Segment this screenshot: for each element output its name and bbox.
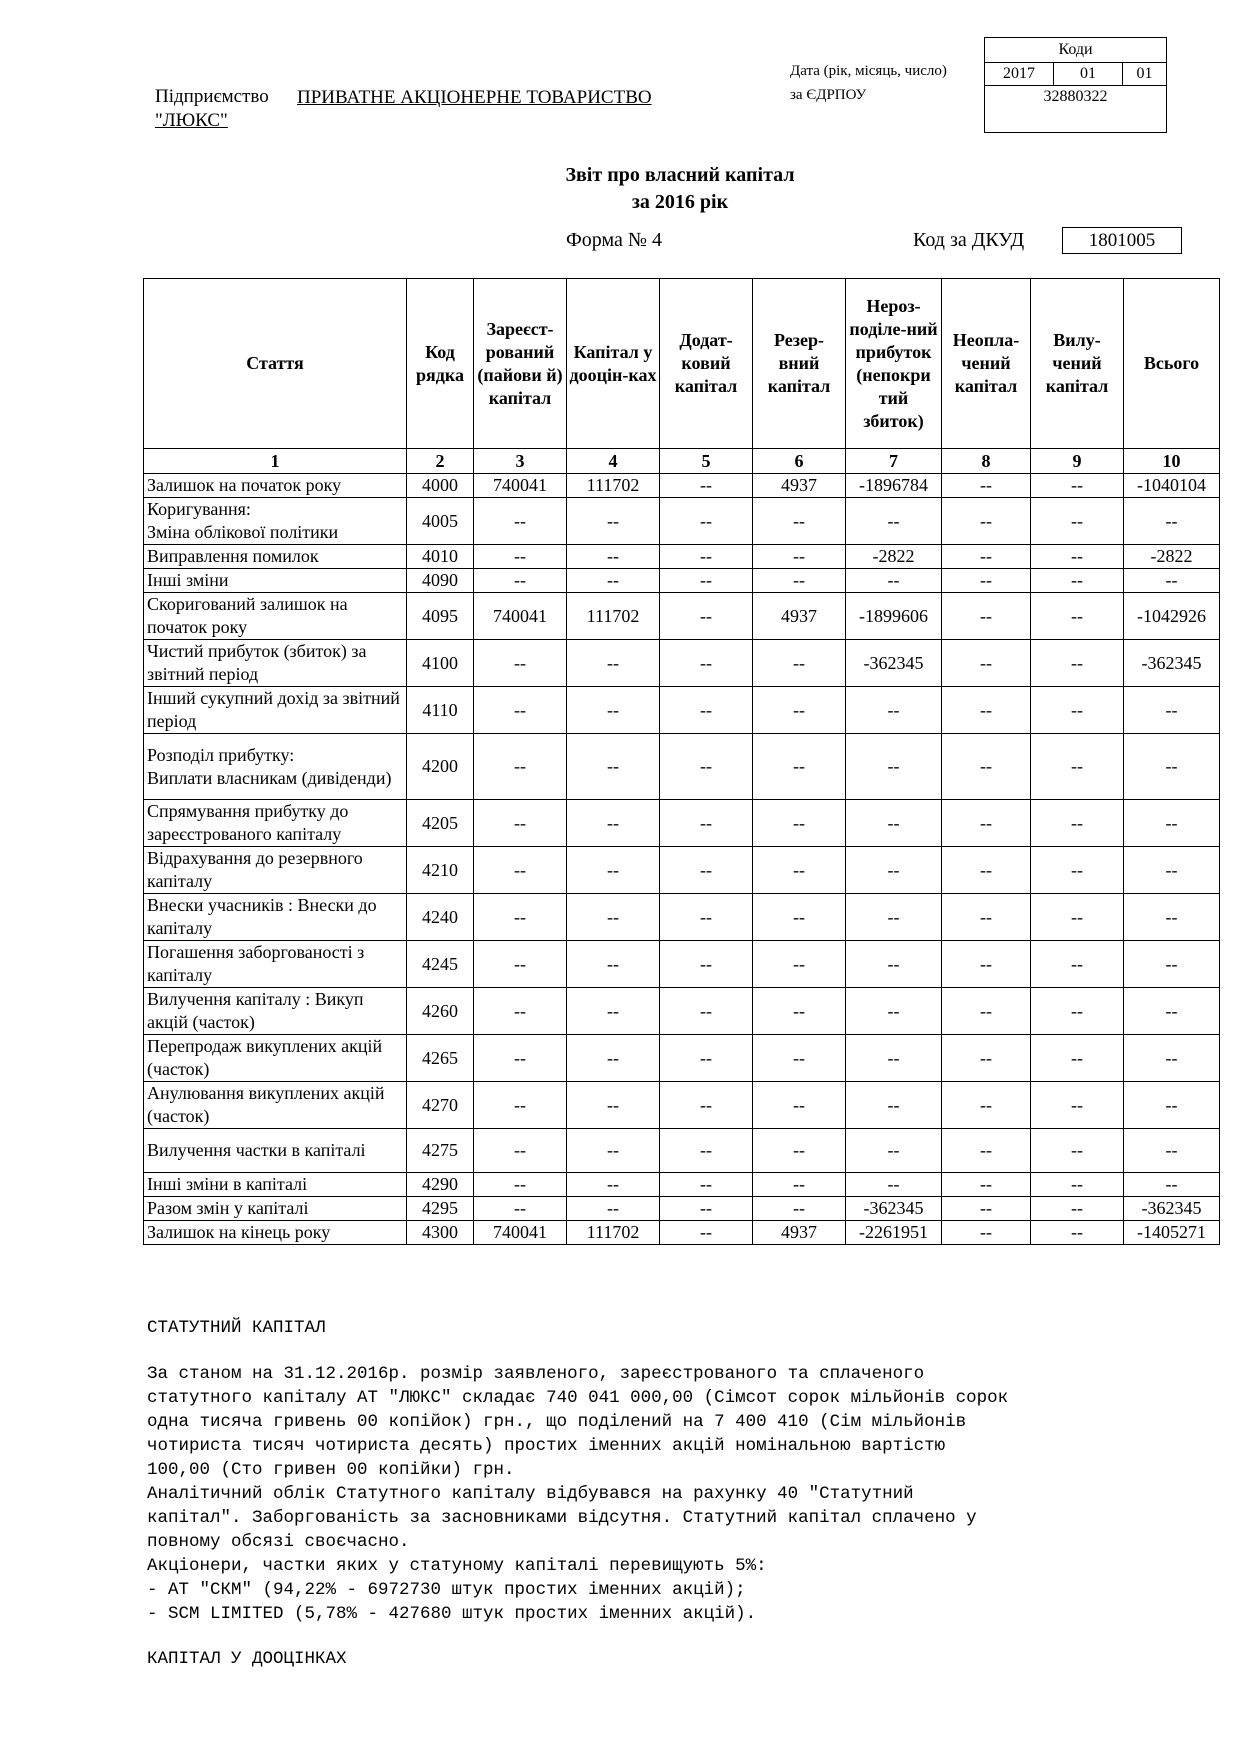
row-value: -- (474, 1035, 567, 1082)
row-value: -- (1124, 800, 1220, 847)
row-value: -- (660, 1082, 753, 1129)
row-article: Розподіл прибутку: Виплати власникам (дивіденди) (144, 734, 407, 800)
row-value: -- (1124, 734, 1220, 800)
table-row (144, 569, 1220, 593)
table-row (144, 1082, 1220, 1129)
edrpou-label: за ЄДРПОУ (790, 87, 867, 103)
col-header-total: Всього (1124, 279, 1220, 449)
enterprise-name-line2: "ЛЮКС" (155, 110, 228, 131)
row-value: -- (753, 545, 846, 569)
table-row (144, 1173, 1220, 1197)
row-value: -- (474, 640, 567, 687)
row-value: -- (567, 1129, 660, 1173)
row-code: 4210 (407, 847, 474, 894)
row-article: Залишок на початок року (144, 474, 407, 498)
col-header-unpaid-capital: Неопла-чений капітал (942, 279, 1031, 449)
table-row (144, 498, 1220, 545)
dkud-label: Код за ДКУД (913, 229, 1025, 251)
row-article: Перепродаж викуплених акцій (часток) (144, 1035, 407, 1082)
row-code: 4100 (407, 640, 474, 687)
codes-box (984, 37, 1167, 133)
row-value: -- (660, 593, 753, 640)
row-value: -- (567, 734, 660, 800)
row-value: -- (567, 1035, 660, 1082)
row-value: -- (1124, 1173, 1220, 1197)
report-title: Звіт про власний капітал (565, 164, 795, 186)
row-value: -- (660, 640, 753, 687)
row-value: -- (942, 1221, 1031, 1245)
row-value: -1896784 (846, 474, 942, 498)
row-article: Спрямування прибутку до зареєстрованого капіталу (144, 800, 407, 847)
enterprise-name: ПРИВАТНЕ АКЦІОНЕРНЕ ТОВАРИСТВО (297, 87, 652, 108)
row-value: -- (942, 498, 1031, 545)
col-number: 2 (407, 449, 474, 474)
row-value: -- (942, 569, 1031, 593)
row-value: -362345 (846, 1197, 942, 1221)
row-value: -- (753, 1129, 846, 1173)
col-number: 9 (1031, 449, 1124, 474)
month-code: 01 (1054, 63, 1123, 85)
row-value: -- (567, 1173, 660, 1197)
row-value: -- (753, 1082, 846, 1129)
row-value: -- (474, 498, 567, 545)
col-header-code: Код рядка (407, 279, 474, 449)
row-value: 4937 (753, 474, 846, 498)
row-value: -- (753, 1035, 846, 1082)
row-code: 4260 (407, 988, 474, 1035)
row-value: -- (1124, 1035, 1220, 1082)
row-value: -- (1031, 800, 1124, 847)
row-value: -- (942, 734, 1031, 800)
col-header-additional-capital: Додат-ковий капітал (660, 279, 753, 449)
row-value: -- (567, 847, 660, 894)
statutory-capital-paragraph: За станом на 31.12.2016р. розмір заявленого, зареєстрованого та сплаченого статутного капіталу АТ "ЛЮКС" складає 740 041 000,00 (Сімсот сорок мільйонів сорок одна тисяча гривень 00 копійок) грн., що поділений на 7 400 410 (Сім мільйонів чотириста тисяч чотириста десять) простих іменних акцій номінальною вартістю 100,00 (Сто гривен 00 копійки) грн. Аналітичний облік Статутного капіталу відбувався на рахунку 40 "Статутний капітал". Заборгованість за засновниками відсутня. Статутний капітал сплачено у повному обсязі своєчасно. Акціонери, частки яких у статуному капіталі перевищують 5%: - АТ "СКМ" (94,22% - 6972730 штук простих іменних акцій); - SCM LIMITED (5,78% - 427680 штук простих іменних акцій). (147, 1364, 1009, 1624)
date-codes-row (985, 63, 1166, 86)
row-code: 4270 (407, 1082, 474, 1129)
row-code: 4205 (407, 800, 474, 847)
row-value: -- (942, 847, 1031, 894)
row-code: 4095 (407, 593, 474, 640)
row-value: -- (753, 988, 846, 1035)
row-value: -- (474, 847, 567, 894)
row-value: -- (660, 1035, 753, 1082)
row-value: -- (1031, 1035, 1124, 1082)
row-value: -- (942, 800, 1031, 847)
row-value: -- (660, 569, 753, 593)
row-value: -- (753, 894, 846, 941)
row-code: 4005 (407, 498, 474, 545)
row-value: -1040104 (1124, 474, 1220, 498)
row-value: -- (846, 941, 942, 988)
table-row (144, 800, 1220, 847)
row-code: 4090 (407, 569, 474, 593)
row-value: -- (942, 1035, 1031, 1082)
row-code: 4290 (407, 1173, 474, 1197)
row-value: -- (567, 640, 660, 687)
row-value: -- (1031, 1129, 1124, 1173)
col-header-revaluation-capital: Капітал у дооцін-ках (567, 279, 660, 449)
row-value: -- (660, 941, 753, 988)
form-number: Форма № 4 (566, 229, 662, 251)
row-value: -- (942, 941, 1031, 988)
row-value: -1405271 (1124, 1221, 1220, 1245)
row-value: -- (1031, 1173, 1124, 1197)
row-value: -- (567, 894, 660, 941)
table-row (144, 1035, 1220, 1082)
row-article: Інший сукупний дохід за звітний період (144, 687, 407, 734)
enterprise-label: Підприємство (155, 86, 269, 107)
col-number: 1 (144, 449, 407, 474)
row-value: -- (942, 1129, 1031, 1173)
row-value: -- (1124, 894, 1220, 941)
table-row (144, 734, 1220, 800)
row-value: -- (1124, 988, 1220, 1035)
row-value: -- (846, 847, 942, 894)
column-numbers-row (144, 449, 1220, 474)
row-value: -- (474, 1082, 567, 1129)
day-code: 01 (1136, 65, 1153, 82)
row-code: 4275 (407, 1129, 474, 1173)
row-value: -- (660, 1221, 753, 1245)
table-row (144, 1129, 1220, 1173)
row-value: -362345 (1124, 1197, 1220, 1221)
row-code: 4240 (407, 894, 474, 941)
row-value: -- (846, 498, 942, 545)
row-value: -- (660, 474, 753, 498)
row-value: -- (846, 988, 942, 1035)
row-value: -- (1124, 1129, 1220, 1173)
row-code: 4110 (407, 687, 474, 734)
row-value: 4937 (753, 1221, 846, 1245)
table-row (144, 847, 1220, 894)
row-article: Коригування: Зміна облікової політики (144, 498, 407, 545)
row-value: -- (942, 687, 1031, 734)
row-value: -- (942, 988, 1031, 1035)
row-value: -- (753, 847, 846, 894)
row-value: -- (942, 1082, 1031, 1129)
row-value: -- (660, 800, 753, 847)
row-article: Вилучення капіталу : Викуп акцій (часток) (144, 988, 407, 1035)
col-header-registered-capital: Зареєст-рований (пайови й) капітал (474, 279, 567, 449)
row-value: -- (1031, 1221, 1124, 1245)
table-row (144, 894, 1220, 941)
row-value: -- (660, 545, 753, 569)
row-value: -- (474, 1129, 567, 1173)
table-row (144, 988, 1220, 1035)
table-row (144, 1197, 1220, 1221)
table-row (144, 593, 1220, 640)
row-value: 111702 (567, 474, 660, 498)
row-article: Внески учасників : Внески до капіталу (144, 894, 407, 941)
row-value: -- (753, 734, 846, 800)
row-value: -- (660, 498, 753, 545)
row-value: -- (474, 687, 567, 734)
row-value: -- (660, 1173, 753, 1197)
row-value: -- (474, 1197, 567, 1221)
row-value: -- (753, 800, 846, 847)
row-article: Інші зміни (144, 569, 407, 593)
row-value: -- (567, 988, 660, 1035)
row-article: Інші зміни в капіталі (144, 1173, 407, 1197)
codes-title: Коди (985, 38, 1166, 63)
row-value: -- (753, 687, 846, 734)
row-value: -- (1124, 847, 1220, 894)
table-row (144, 1221, 1220, 1245)
row-value: -- (1031, 847, 1124, 894)
report-period: за 2016 рік (631, 191, 729, 213)
row-code: 4010 (407, 545, 474, 569)
row-value: -- (660, 1129, 753, 1173)
row-value: -- (1124, 1082, 1220, 1129)
row-value: -1042926 (1124, 593, 1220, 640)
row-value: -- (1031, 474, 1124, 498)
year-code: 2017 (985, 63, 1054, 85)
row-value: -- (942, 593, 1031, 640)
row-code: 4295 (407, 1197, 474, 1221)
row-value: -- (1031, 894, 1124, 941)
row-value: -- (942, 894, 1031, 941)
row-value: 740041 (474, 474, 567, 498)
row-value: 111702 (567, 1221, 660, 1245)
row-value: -- (567, 1082, 660, 1129)
row-article: Виправлення помилок (144, 545, 407, 569)
row-value: -- (474, 569, 567, 593)
row-value: -- (846, 1082, 942, 1129)
row-article: Відрахування до резервного капіталу (144, 847, 407, 894)
row-value: -362345 (1124, 640, 1220, 687)
row-value: -- (942, 545, 1031, 569)
table-row (144, 941, 1220, 988)
row-value: -- (1124, 569, 1220, 593)
row-article: Скоригований залишок на початок року (144, 593, 407, 640)
col-number: 10 (1124, 449, 1220, 474)
equity-table (143, 278, 1220, 1245)
row-value: -- (1031, 941, 1124, 988)
row-value: 4937 (753, 593, 846, 640)
col-header-reserve-capital: Резер-вний капітал (753, 279, 846, 449)
table-header-row (144, 279, 1220, 449)
row-value: -- (1031, 498, 1124, 545)
row-value: 111702 (567, 593, 660, 640)
row-value: -- (567, 687, 660, 734)
row-value: -- (1031, 734, 1124, 800)
row-value: 740041 (474, 1221, 567, 1245)
row-value: -- (1031, 1197, 1124, 1221)
row-code: 4265 (407, 1035, 474, 1082)
row-value: -- (753, 569, 846, 593)
col-number: 4 (567, 449, 660, 474)
col-header-withdrawn-capital: Вилу-чений капітал (1031, 279, 1124, 449)
col-number: 7 (846, 449, 942, 474)
row-value: -- (1031, 593, 1124, 640)
row-value: -- (1124, 941, 1220, 988)
row-value: -- (1031, 988, 1124, 1035)
section-title-statutory-capital: СТАТУТНИЙ КАПІТАЛ (147, 1318, 326, 1338)
row-value: -- (942, 640, 1031, 687)
col-number: 6 (753, 449, 846, 474)
edrpou-code: 32880322 (1043, 88, 1108, 105)
row-value: -- (846, 569, 942, 593)
row-value: -- (846, 687, 942, 734)
row-value: -- (846, 894, 942, 941)
row-value: -- (474, 800, 567, 847)
row-value: -- (660, 734, 753, 800)
row-value: -- (567, 569, 660, 593)
row-value: -- (567, 941, 660, 988)
row-value: -- (753, 640, 846, 687)
table-row (144, 474, 1220, 498)
row-value: -- (474, 941, 567, 988)
row-value: -- (846, 1173, 942, 1197)
row-article: Вилучення частки в капіталі (144, 1129, 407, 1173)
row-value: -- (474, 1173, 567, 1197)
row-value: -- (846, 1035, 942, 1082)
row-value: -- (474, 988, 567, 1035)
section-title-revaluation-capital: КАПІТАЛ У ДООЦІНКАХ (147, 1649, 347, 1669)
row-code: 4245 (407, 941, 474, 988)
row-value: -- (1031, 687, 1124, 734)
row-value: -- (1031, 569, 1124, 593)
col-number: 5 (660, 449, 753, 474)
row-value: -- (846, 734, 942, 800)
row-code: 4200 (407, 734, 474, 800)
col-number: 8 (942, 449, 1031, 474)
row-value: -- (660, 847, 753, 894)
row-value: -- (753, 941, 846, 988)
table-row (144, 687, 1220, 734)
row-value: 740041 (474, 593, 567, 640)
row-value: -- (846, 1129, 942, 1173)
row-article: Анулювання викуплених акцій (часток) (144, 1082, 407, 1129)
col-number: 3 (474, 449, 567, 474)
row-article: Разом змін у капіталі (144, 1197, 407, 1221)
row-value: -1899606 (846, 593, 942, 640)
row-value: -- (567, 545, 660, 569)
row-value: -- (474, 894, 567, 941)
row-value: -- (1124, 498, 1220, 545)
row-value: -- (474, 545, 567, 569)
row-code: 4300 (407, 1221, 474, 1245)
row-value: -- (660, 988, 753, 1035)
row-value: -- (942, 1173, 1031, 1197)
row-article: Чистий прибуток (збиток) за звітний період (144, 640, 407, 687)
row-value: -- (753, 1173, 846, 1197)
row-value: -- (753, 498, 846, 545)
col-header-article: Стаття (144, 279, 407, 449)
row-value: -- (753, 1197, 846, 1221)
row-value: -- (567, 1197, 660, 1221)
row-article: Погашення заборгованості з капіталу (144, 941, 407, 988)
row-value: -- (1031, 1082, 1124, 1129)
col-header-retained-earnings: Нероз-поділе-ний прибуток (непокри тий збиток) (846, 279, 942, 449)
table-row (144, 640, 1220, 687)
row-article: Залишок на кінець року (144, 1221, 407, 1245)
row-value: -- (660, 687, 753, 734)
row-value: -- (846, 800, 942, 847)
row-value: -362345 (846, 640, 942, 687)
dkud-code: 1801005 (1062, 227, 1182, 254)
row-value: -2261951 (846, 1221, 942, 1245)
row-value: -- (1031, 640, 1124, 687)
row-value: -- (1031, 545, 1124, 569)
row-value: -- (1124, 687, 1220, 734)
date-label: Дата (рік, місяць, число) (790, 63, 947, 79)
row-value: -- (942, 1197, 1031, 1221)
row-value: -- (660, 1197, 753, 1221)
row-value: -- (474, 734, 567, 800)
row-value: -2822 (1124, 545, 1220, 569)
row-value: -- (567, 498, 660, 545)
row-value: -2822 (846, 545, 942, 569)
row-value: -- (942, 474, 1031, 498)
row-code: 4000 (407, 474, 474, 498)
row-value: -- (660, 894, 753, 941)
row-value: -- (567, 800, 660, 847)
table-row (144, 545, 1220, 569)
